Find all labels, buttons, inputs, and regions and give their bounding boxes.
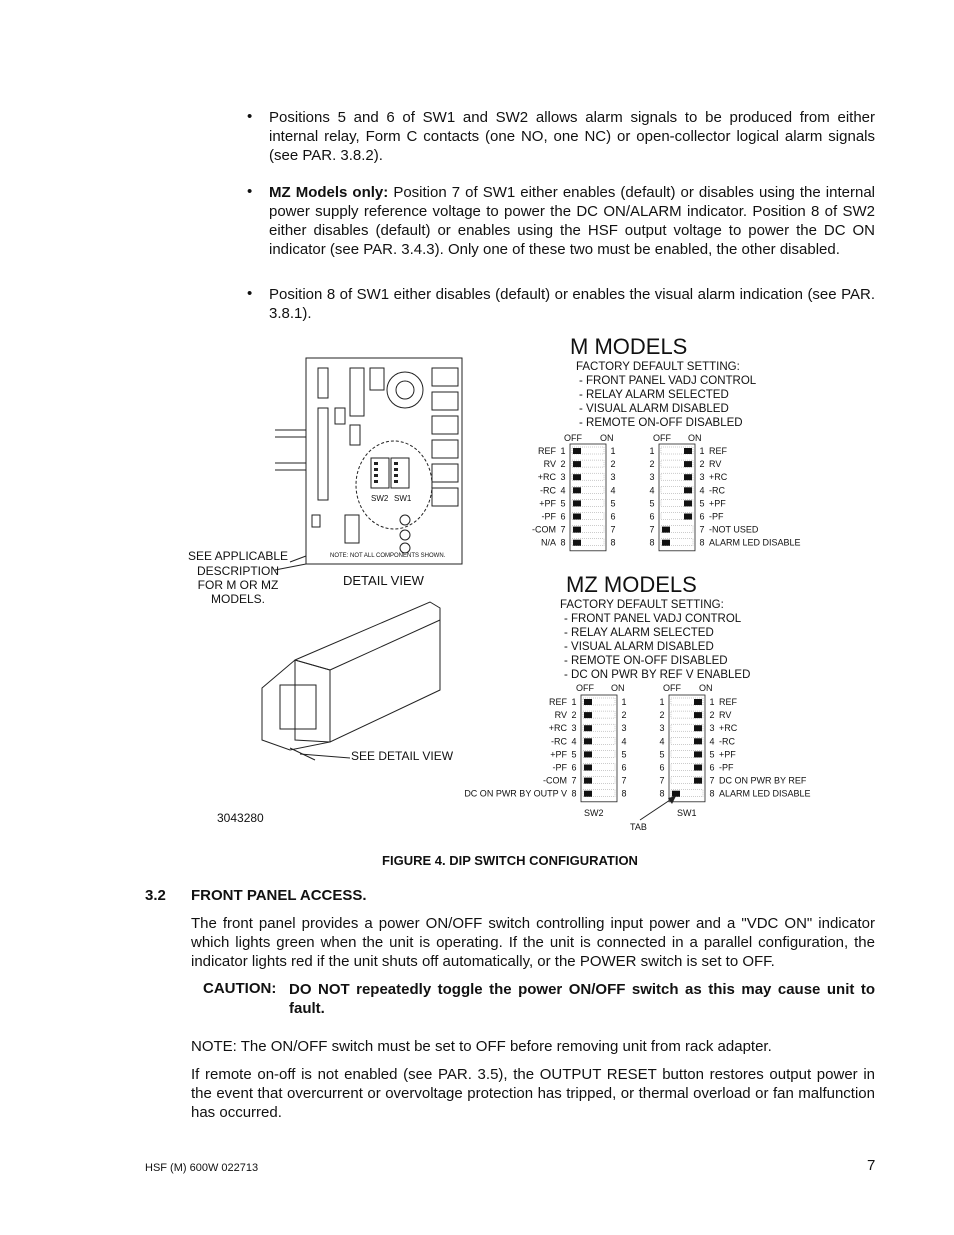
switch-label-2: RV xyxy=(554,710,567,721)
sw2-detail-label: SW2 xyxy=(371,494,389,503)
see-detail-view-label: SEE DETAIL VIEW xyxy=(351,749,454,763)
switch-knob-5 xyxy=(584,751,592,757)
switch-label-7: -COM xyxy=(543,775,567,786)
switch-knob-3 xyxy=(584,725,592,731)
position-number: 2 xyxy=(610,459,616,470)
position-number: 1 xyxy=(560,446,566,456)
position-number: 8 xyxy=(560,537,566,548)
mz-sw2-off: OFF xyxy=(576,683,594,693)
switch-knob-3 xyxy=(694,725,702,731)
mz-sw2-on: ON xyxy=(611,683,625,693)
switch-label-3: +RC xyxy=(548,723,567,734)
bullet-1: Positions 5 and 6 of SW1 and SW2 allows alarm signals to be produced from either internal relay, Form C contacts (one NO, one NC) or open-collector logical alarm signals (see PAR. 3.8.2). xyxy=(269,109,875,164)
switch-label-8: N/A xyxy=(540,537,556,548)
mz-sw2-switch xyxy=(464,695,626,802)
m-sw2-off: OFF xyxy=(564,433,582,443)
position-number: 8 xyxy=(610,537,616,548)
m-default-heading: FACTORY DEFAULT SETTING: xyxy=(576,361,740,373)
switch-knob-1 xyxy=(584,699,592,705)
position-number: 2 xyxy=(571,710,577,721)
position-number: 6 xyxy=(649,511,655,522)
position-number: 7 xyxy=(699,524,705,535)
position-number: 7 xyxy=(659,775,665,786)
section-title: FRONT PANEL ACCESS. xyxy=(191,887,367,904)
switch-knob-1 xyxy=(684,448,692,454)
mz-sw1-on: ON xyxy=(699,683,713,693)
position-number: 4 xyxy=(560,485,566,496)
bullet-dot: • xyxy=(247,108,253,125)
mz-default-heading: FACTORY DEFAULT SETTING: xyxy=(560,599,724,611)
switch-label-2: RV xyxy=(543,459,556,470)
switch-knob-4 xyxy=(694,738,702,744)
position-number: 3 xyxy=(709,723,715,734)
m-sw1-on: ON xyxy=(688,433,702,443)
position-number: 7 xyxy=(560,524,566,535)
switch-knob-6 xyxy=(584,765,592,771)
switch-knob-6 xyxy=(684,514,692,520)
position-number: 6 xyxy=(610,511,616,522)
mz-sw1-label: SW1 xyxy=(677,808,697,818)
position-number: 3 xyxy=(649,472,655,483)
switch-knob-6 xyxy=(694,765,702,771)
m-default-4: - REMOTE ON-OFF DISABLED xyxy=(579,417,743,429)
detail-view-label: DETAIL VIEW xyxy=(343,573,424,588)
see-applicable-2: DESCRIPTION xyxy=(196,564,280,578)
switch-label-8: ALARM LED DISABLE xyxy=(709,537,801,548)
switch-label-7: -NOT USED xyxy=(709,524,759,535)
see-applicable-4: MODELS. xyxy=(210,592,266,606)
switch-knob-1 xyxy=(694,699,702,705)
position-number: 4 xyxy=(610,485,616,496)
switch-label-6: -PF xyxy=(552,762,567,773)
position-number: 6 xyxy=(709,762,715,773)
switch-knob-2 xyxy=(573,461,581,467)
position-number: 2 xyxy=(699,459,705,470)
mz-sw2-label: SW2 xyxy=(584,808,604,818)
position-number: 6 xyxy=(571,762,577,773)
m-sw2-on: ON xyxy=(600,433,614,443)
switch-label-7: -COM xyxy=(532,524,556,535)
position-number: 1 xyxy=(699,446,705,456)
position-number: 7 xyxy=(610,524,616,535)
bullet-dot: • xyxy=(247,285,253,302)
switch-knob-5 xyxy=(684,500,692,506)
switch-knob-8 xyxy=(584,791,592,797)
position-number: 2 xyxy=(709,710,715,721)
position-number: 8 xyxy=(709,788,715,799)
m-sw2-switch xyxy=(532,444,616,551)
position-number: 6 xyxy=(560,511,566,522)
mz-sw1-off: OFF xyxy=(663,683,681,693)
switch-label-5: +PF xyxy=(709,498,726,509)
figure-caption: FIGURE 4. DIP SWITCH CONFIGURATION xyxy=(382,853,638,868)
switch-knob-2 xyxy=(694,712,702,718)
mz-default-2: - RELAY ALARM SELECTED xyxy=(564,627,714,639)
switch-knob-3 xyxy=(684,474,692,480)
position-number: 3 xyxy=(610,472,616,483)
switch-knob-5 xyxy=(694,751,702,757)
switch-label-1: REF xyxy=(719,697,737,707)
mz-sw1-switch xyxy=(659,695,810,802)
switch-knob-6 xyxy=(573,514,581,520)
bullet-3: Position 8 of SW1 either disables (default) or enables the visual alarm indication (see PAR. 3.8.1). xyxy=(269,286,875,322)
switch-knob-8 xyxy=(573,540,581,546)
switch-label-5: +PF xyxy=(719,749,736,760)
m-sw1-off: OFF xyxy=(653,433,671,443)
unit-perspective-drawing xyxy=(262,602,440,760)
switch-label-1: REF xyxy=(549,697,567,707)
position-number: 5 xyxy=(649,498,655,509)
m-models-title: M MODELS xyxy=(570,334,688,359)
switch-label-2: RV xyxy=(719,710,732,721)
bullet-dot: • xyxy=(247,183,253,200)
mz-default-3: - VISUAL ALARM DISABLED xyxy=(564,641,714,653)
position-number: 8 xyxy=(571,788,577,799)
switch-knob-5 xyxy=(573,500,581,506)
position-number: 1 xyxy=(649,446,655,456)
position-number: 3 xyxy=(571,723,577,734)
switch-knob-4 xyxy=(684,487,692,493)
position-number: 8 xyxy=(659,788,665,799)
position-number: 3 xyxy=(699,472,705,483)
section-number: 3.2 xyxy=(145,887,166,904)
switch-knob-4 xyxy=(584,738,592,744)
switch-label-5: +PF xyxy=(539,498,556,509)
position-number: 2 xyxy=(621,710,627,721)
position-number: 6 xyxy=(621,762,627,773)
position-number: 2 xyxy=(659,710,665,721)
footer-doc-id: HSF (M) 600W 022713 xyxy=(145,1162,259,1174)
position-number: 6 xyxy=(699,511,705,522)
tab-label: TAB xyxy=(630,822,647,832)
m-default-1: - FRONT PANEL VADJ CONTROL xyxy=(579,375,757,387)
position-number: 3 xyxy=(621,723,627,734)
drawing-number: 3043280 xyxy=(217,811,264,825)
switch-knob-7 xyxy=(662,527,670,533)
m-default-3: - VISUAL ALARM DISABLED xyxy=(579,403,729,415)
caution-label: CAUTION: xyxy=(203,980,277,997)
switch-knob-4 xyxy=(573,487,581,493)
position-number: 8 xyxy=(699,537,705,548)
position-number: 4 xyxy=(571,736,577,747)
switch-label-4: -RC xyxy=(551,736,567,747)
see-applicable-1: SEE APPLICABLE xyxy=(187,549,289,563)
position-number: 1 xyxy=(571,697,577,707)
switch-knob-7 xyxy=(573,527,581,533)
position-number: 7 xyxy=(571,775,577,786)
position-number: 4 xyxy=(649,485,655,496)
position-number: 4 xyxy=(699,485,705,496)
switch-knob-2 xyxy=(584,712,592,718)
switch-label-7: DC ON PWR BY REF xyxy=(719,775,807,786)
switch-knob-8 xyxy=(662,540,670,546)
switch-label-3: +RC xyxy=(719,723,738,734)
position-number: 4 xyxy=(659,736,665,747)
m-sw1-switch xyxy=(649,444,800,551)
position-number: 5 xyxy=(709,749,715,760)
mz-default-5: - DC ON PWR BY REF V ENABLED xyxy=(564,669,751,681)
position-number: 5 xyxy=(571,749,577,760)
switch-label-1: REF xyxy=(538,446,556,456)
detail-switch-fill xyxy=(374,462,398,483)
see-applicable-3: FOR M OR MZ xyxy=(197,578,279,592)
note-paragraph: NOTE: The ON/OFF switch must be set to OFF before removing unit from rack adapter. xyxy=(191,1038,772,1055)
position-number: 1 xyxy=(659,697,665,707)
section-paragraph-2: If remote on-off is not enabled (see PAR. 3.5), the OUTPUT RESET button restores output power in the event that overcurrent or overvoltage protection has tripped, or thermal overload or fan malfunction has occurred. xyxy=(191,1066,875,1121)
switch-knob-2 xyxy=(684,461,692,467)
position-number: 1 xyxy=(610,446,616,456)
switch-label-6: -PF xyxy=(709,511,724,522)
position-number: 8 xyxy=(621,788,627,799)
switch-label-4: -RC xyxy=(719,736,735,747)
position-number: 2 xyxy=(649,459,655,470)
position-number: 3 xyxy=(659,723,665,734)
position-number: 8 xyxy=(649,537,655,548)
position-number: 6 xyxy=(659,762,665,773)
bullet-2: MZ Models only: Position 7 of SW1 either enables (default) or disables using the internal power supply reference voltage to power the DC ON/ALARM indicator. Position 8 of SW2 either disables (default) or enables using the HSF output voltage to power the DC ON indicator (see PAR. 3.4.3). Only one of these two must be enabled, the other disabled. xyxy=(269,184,875,258)
switch-label-8: ALARM LED DISABLE xyxy=(719,788,811,799)
position-number: 4 xyxy=(709,736,715,747)
switch-label-5: +PF xyxy=(550,749,567,760)
page-number: 7 xyxy=(867,1157,876,1174)
switch-label-2: RV xyxy=(709,459,722,470)
position-number: 3 xyxy=(560,472,566,483)
switch-label-4: -RC xyxy=(540,485,556,496)
switch-label-6: -PF xyxy=(719,762,734,773)
switch-label-3: +RC xyxy=(537,472,556,483)
position-number: 7 xyxy=(621,775,627,786)
mz-models-title: MZ MODELS xyxy=(566,572,697,597)
detail-view-drawing xyxy=(275,358,462,570)
position-number: 5 xyxy=(610,498,616,509)
position-number: 4 xyxy=(621,736,627,747)
section-paragraph-1: The front panel provides a power ON/OFF switch controlling input power and a "VDC ON" indicator which lights green when the unit is operating. If the unit is connected in a parallel configuration, the indicator lights red if the unit shuts off automatically, or the POWER switch is set to OFF. xyxy=(191,915,875,970)
position-number: 1 xyxy=(621,697,627,707)
switch-knob-7 xyxy=(584,778,592,784)
dip-switch-figure xyxy=(0,330,954,850)
position-number: 5 xyxy=(560,498,566,509)
position-number: 5 xyxy=(699,498,705,509)
mz-default-1: - FRONT PANEL VADJ CONTROL xyxy=(564,613,742,625)
m-default-2: - RELAY ALARM SELECTED xyxy=(579,389,729,401)
position-number: 7 xyxy=(709,775,715,786)
position-number: 1 xyxy=(709,697,715,707)
switch-knob-8 xyxy=(672,791,680,797)
position-number: 5 xyxy=(659,749,665,760)
switch-label-8: DC ON PWR BY OUTP V xyxy=(464,788,567,799)
switch-label-1: REF xyxy=(709,446,727,456)
position-number: 7 xyxy=(649,524,655,535)
position-number: 2 xyxy=(560,459,566,470)
sw1-detail-label: SW1 xyxy=(394,494,412,503)
switch-label-4: -RC xyxy=(709,485,725,496)
position-number: 5 xyxy=(621,749,627,760)
mz-default-4: - REMOTE ON-OFF DISABLED xyxy=(564,655,728,667)
switch-knob-1 xyxy=(573,448,581,454)
caution-text: DO NOT repeatedly toggle the power ON/OFF switch as this may cause unit to fault. xyxy=(289,981,875,1017)
switch-knob-3 xyxy=(573,474,581,480)
switch-label-6: -PF xyxy=(541,511,556,522)
note-text: NOTE: NOT ALL COMPONENTS SHOWN. xyxy=(330,553,446,559)
switch-knob-7 xyxy=(694,778,702,784)
switch-label-3: +RC xyxy=(709,472,728,483)
